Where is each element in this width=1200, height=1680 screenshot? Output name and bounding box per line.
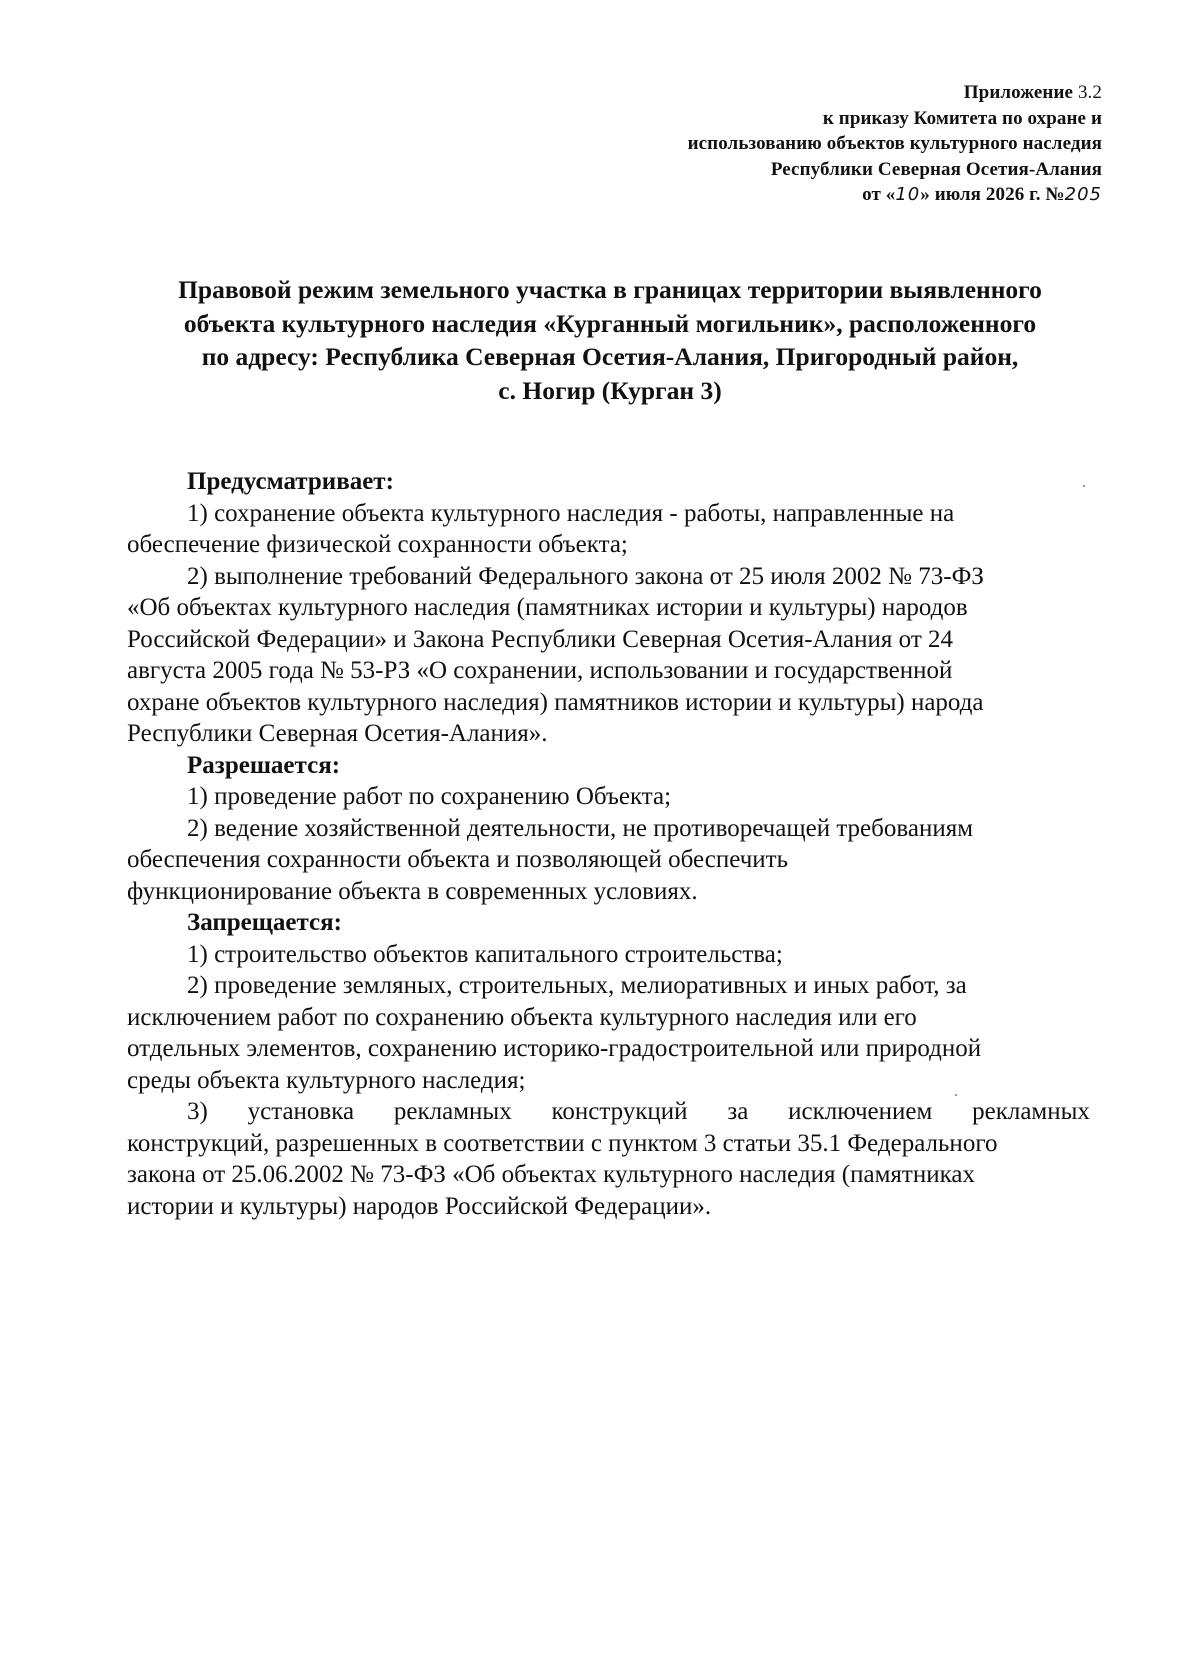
- forbidden-item-3-word: конструкций: [551, 1098, 688, 1125]
- provides-item-1-line-2: обеспечение физической сохранности объекта;: [127, 531, 628, 558]
- appendix-line-4: Республики Северная Осетия-Алания: [770, 158, 1102, 180]
- forbidden-item-3-word: установка: [247, 1098, 355, 1125]
- provides-item-2-line-4: августа 2005 года № 53-РЗ «О сохранении, использовании и государственной: [127, 657, 953, 684]
- appendix-label: Приложение: [963, 82, 1074, 103]
- forbidden-item-3-word: за: [727, 1098, 749, 1125]
- appendix-date-line: [688, 182, 1102, 208]
- forbidden-item-3-line-3: закона от 25.06.2002 № 73-ФЗ «Об объектах культурного наследия (памятниках: [127, 1161, 975, 1188]
- forbidden-item-3-word: 3): [187, 1098, 208, 1125]
- allowed-item-2-line-1: 2) ведение хозяйственной деятельности, не противоречащей требованиям: [187, 814, 974, 842]
- title-line-4: с. Ногир (Курган 3): [498, 375, 722, 405]
- forbidden-item-3-line-4: истории и культуры) народов Российской Федерации».: [127, 1192, 712, 1220]
- allowed-item-1-line-1: 1) проведение работ по сохранению Объекта;: [187, 783, 672, 810]
- title-line-3: по адресу: Республика Северная Осетия-Алания, Пригородный район,: [201, 342, 1019, 371]
- provides-item-1-line-1: 1) сохранение объекта культурного наследия - работы, направленные на: [187, 499, 955, 527]
- provides-item-2-line-1: 2) выполнение требований Федерального закона от 25 июля 2002 № 73-ФЗ: [187, 562, 984, 590]
- forbidden-item-3-line-2: конструкций, разрешенных в соответствии с пунктом 3 статьи 35.1 Федерального: [127, 1129, 998, 1157]
- forbidden-item-2-line-2: исключением работ по сохранению объекта культурного наследия или его: [127, 1003, 917, 1031]
- appendix-line-3: использованию объектов культурного наследия: [687, 133, 1102, 154]
- forbidden-item-3-word: рекламных: [393, 1098, 512, 1125]
- forbidden-item-2-line-3: отдельных элементов, сохранению историко-градостроительной или природной: [127, 1035, 982, 1062]
- provides-item-2-line-3: Российской Федерации» и Закона Республики Северная Осетия-Алания от 24: [127, 625, 954, 653]
- forbidden-item-1-line-1: 1) строительство объектов капитального строительства;: [187, 940, 783, 968]
- section-heading-forbidden: Запрещается:: [187, 909, 343, 936]
- allowed-item-2-line-3: функционирование объекта в современных условиях.: [127, 877, 698, 905]
- appendix-line-2: к приказу Комитета по охране и: [822, 107, 1102, 129]
- date-mid: » июля 2026 г. №: [920, 184, 1065, 205]
- title-line-2: объекта культурного наследия «Курганный могильник», расположенного: [183, 308, 1037, 338]
- forbidden-item-2-line-4: среды объекта культурного наследия;: [127, 1066, 526, 1094]
- forbidden-item-3-line-1: [127, 1096, 1090, 1128]
- section-heading-allowed: Разрешается:: [187, 751, 341, 779]
- appendix-number: 3.2: [1077, 82, 1102, 103]
- document-title: [110, 273, 1110, 407]
- provides-item-2-line-2: «Об объектах культурного наследия (памятниках истории и культуры) народов: [127, 594, 968, 621]
- scan-speck: [955, 1094, 957, 1096]
- provides-item-2-line-5: охране объектов культурного наследия) памятников истории и культуры) народа: [127, 688, 984, 716]
- date-prefix: от «: [862, 184, 896, 205]
- forbidden-item-3-word: исключением: [788, 1098, 933, 1125]
- forbidden-item-2-line-1: 2) проведение земляных, строительных, мелиоративных и иных работ, за: [187, 972, 967, 999]
- provides-item-2-line-6: Республики Северная Осетия-Алания».: [127, 720, 548, 747]
- allowed-item-2-line-2: обеспечения сохранности объекта и позволяющей обеспечить: [127, 846, 788, 873]
- document-body: [127, 466, 1090, 1222]
- scan-speck: [1083, 485, 1085, 487]
- title-line-1: Правовой режим земельного участка в границах территории выявленного: [178, 275, 1042, 304]
- appendix-reference: [688, 80, 1102, 208]
- appendix-line-1: [688, 80, 1102, 106]
- forbidden-item-3-word: рекламных: [972, 1098, 1090, 1125]
- date-day-handwritten: 10: [895, 184, 921, 205]
- order-number-handwritten: 205: [1064, 184, 1102, 205]
- section-heading-provides: Предусматривает:: [187, 468, 394, 495]
